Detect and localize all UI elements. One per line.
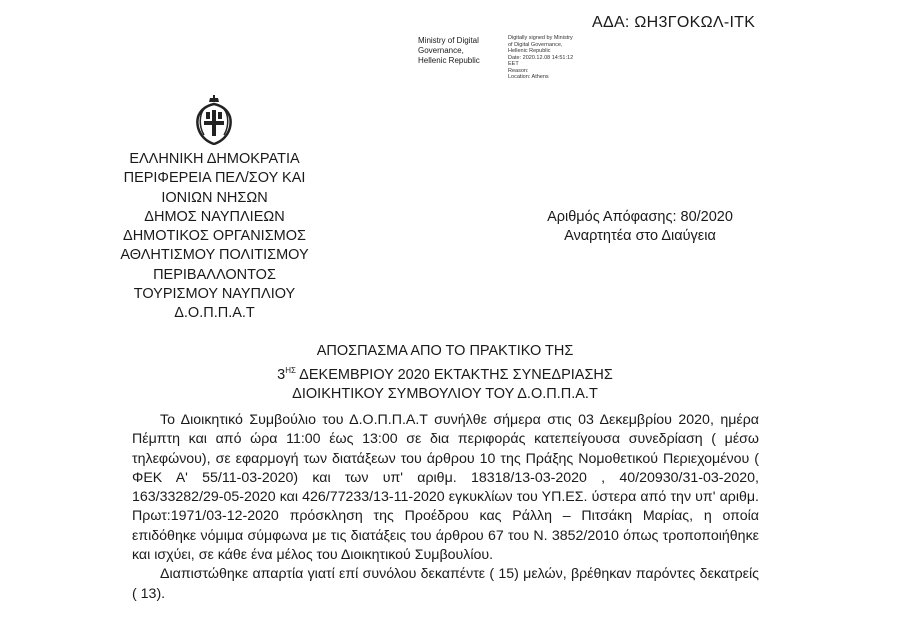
signature-details: [508, 35, 573, 81]
signature-signer: [418, 36, 480, 66]
decision-block: [520, 208, 760, 246]
issuer-line: ΤΟΥΡΙΣΜΟΥ ΝΑΥΠΛΙΟΥ: [133, 286, 296, 303]
signature-detail-line: Location: Athens: [508, 74, 549, 80]
decision-number: Αριθμός Απόφασης: 80/2020: [547, 209, 733, 225]
greek-coat-of-arms-icon: [193, 95, 235, 145]
extract-heading-line: [200, 361, 690, 385]
ada-code: ΑΔΑ: ΩΗ3ΓΟΚΩΛ-ΙΤΚ: [592, 14, 756, 31]
extract-heading-line: ΔΙΟΙΚΗΤΙΚΟΥ ΣΥΜΒΟΥΛΙΟΥ ΤΟΥ Δ.Ο.Π.Π.Α.Τ: [292, 386, 598, 402]
issuer-line: ΑΘΛΗΤΙΣΜΟΥ ΠΟΛΙΤΙΣΜΟΥ: [120, 247, 309, 264]
issuer-line: ΠΕΡΙΒΑΛΛΟΝΤΟΣ: [153, 266, 276, 283]
signer-line: Ministry of Digital: [418, 36, 479, 45]
signature-detail-line: Hellenic Republic: [508, 48, 551, 54]
signature-detail-line: of Digital Governance,: [508, 41, 563, 48]
signature-detail-line: Digitally signed by Ministry: [508, 35, 573, 41]
issuer-line: ΠΕΡΙΦΕΡΕΙΑ ΠΕΛ/ΣΟΥ ΚΑΙ: [123, 170, 306, 187]
issuer-line: ΔΗΜΟΤΙΚΟΣ ΟΡΓΑΝΙΣΜΟΣ: [123, 228, 306, 245]
minutes-body: [132, 411, 759, 604]
issuer-block: [112, 150, 317, 324]
signature-detail-line: Date: 2020.12.08 14:51:12: [508, 54, 574, 61]
extract-heading-line: ΑΠΟΣΠΑΣΜΑ ΑΠΟ ΤΟ ΠΡΑΚΤΙΚΟ ΤΗΣ: [316, 343, 574, 359]
issuer-line: ΕΛΛΗΝΙΚΗ ΔΗΜΟΚΡΑΤΙΑ: [129, 151, 300, 167]
body-paragraph: Το Διοικητικό Συμβούλιο του Δ.Ο.Π.Π.Α.Τ συνήλθε σήμερα στις 03 Δεκεμβρίου 2020, ημέρα Πέμπτη και από ώρα 11:00 έως 13:00 σε δια περιφοράς κατεπείγουσα συνεδρίαση ( μέσω τηλεφώνου), σε εφαρμογή των διατάξεων του άρθρου 10 της Πράξης Νομοθετικού Περιεχομένου ( ΦΕΚ Α' 55/11-03-2020) και των υπ' αριθμ. 18318/13-03-2020 , 40/20930/31-03-2020, 163/33282/29-05-2020 και 426/77233/13-11-2020 εγκυκλίων του ΥΠ.ΕΣ. ύστερα από την υπ' αριθμ. Πρωτ:1971/03-12-2020 πρόσκληση της Προέδρου κας Ράλλη – Πιτσάκη Μαρίας, η οποία επιδόθηκε νόμιμα σύμφωνα με τις διατάξεις του άρθρου 67 του Ν. 3852/2010 όπως τροποποιήθηκε και ισχύει, σε κάθε ένα μέλος του Διοικητικού Συμβουλίου.: [132, 412, 759, 564]
signature-detail-line: Reason:: [508, 67, 529, 74]
issuer-line: Δ.Ο.Π.Π.Α.Τ: [174, 305, 255, 322]
body-paragraph: Διαπιστώθηκε απαρτία γιατί επί συνόλου δεκαπέντε ( 15) μελών, βρέθηκαν παρόντες δεκατρείς ( 13).: [132, 566, 759, 602]
session-ordinal-suffix: ΗΣ: [285, 366, 296, 375]
issuer-line: ΙΟΝΙΩΝ ΝΗΣΩΝ: [161, 189, 268, 206]
signer-line: Hellenic Republic: [418, 56, 480, 65]
session-date: ΔΕΚΕΜΒΡΙΟΥ 2020 ΕΚΤΑΚΤΗΣ ΣΥΝΕΔΡΙΑΣΗΣ: [295, 367, 613, 383]
session-number: 3: [277, 367, 286, 383]
decision-posting-note: Αναρτητέα στο Διαύγεια: [564, 228, 716, 244]
signer-line: Governance,: [418, 46, 464, 55]
issuer-line: ΔΗΜΟΣ ΝΑΥΠΛΙΕΩΝ: [144, 208, 285, 225]
extract-heading: [200, 342, 690, 404]
signature-detail-line: EET: [508, 61, 519, 67]
